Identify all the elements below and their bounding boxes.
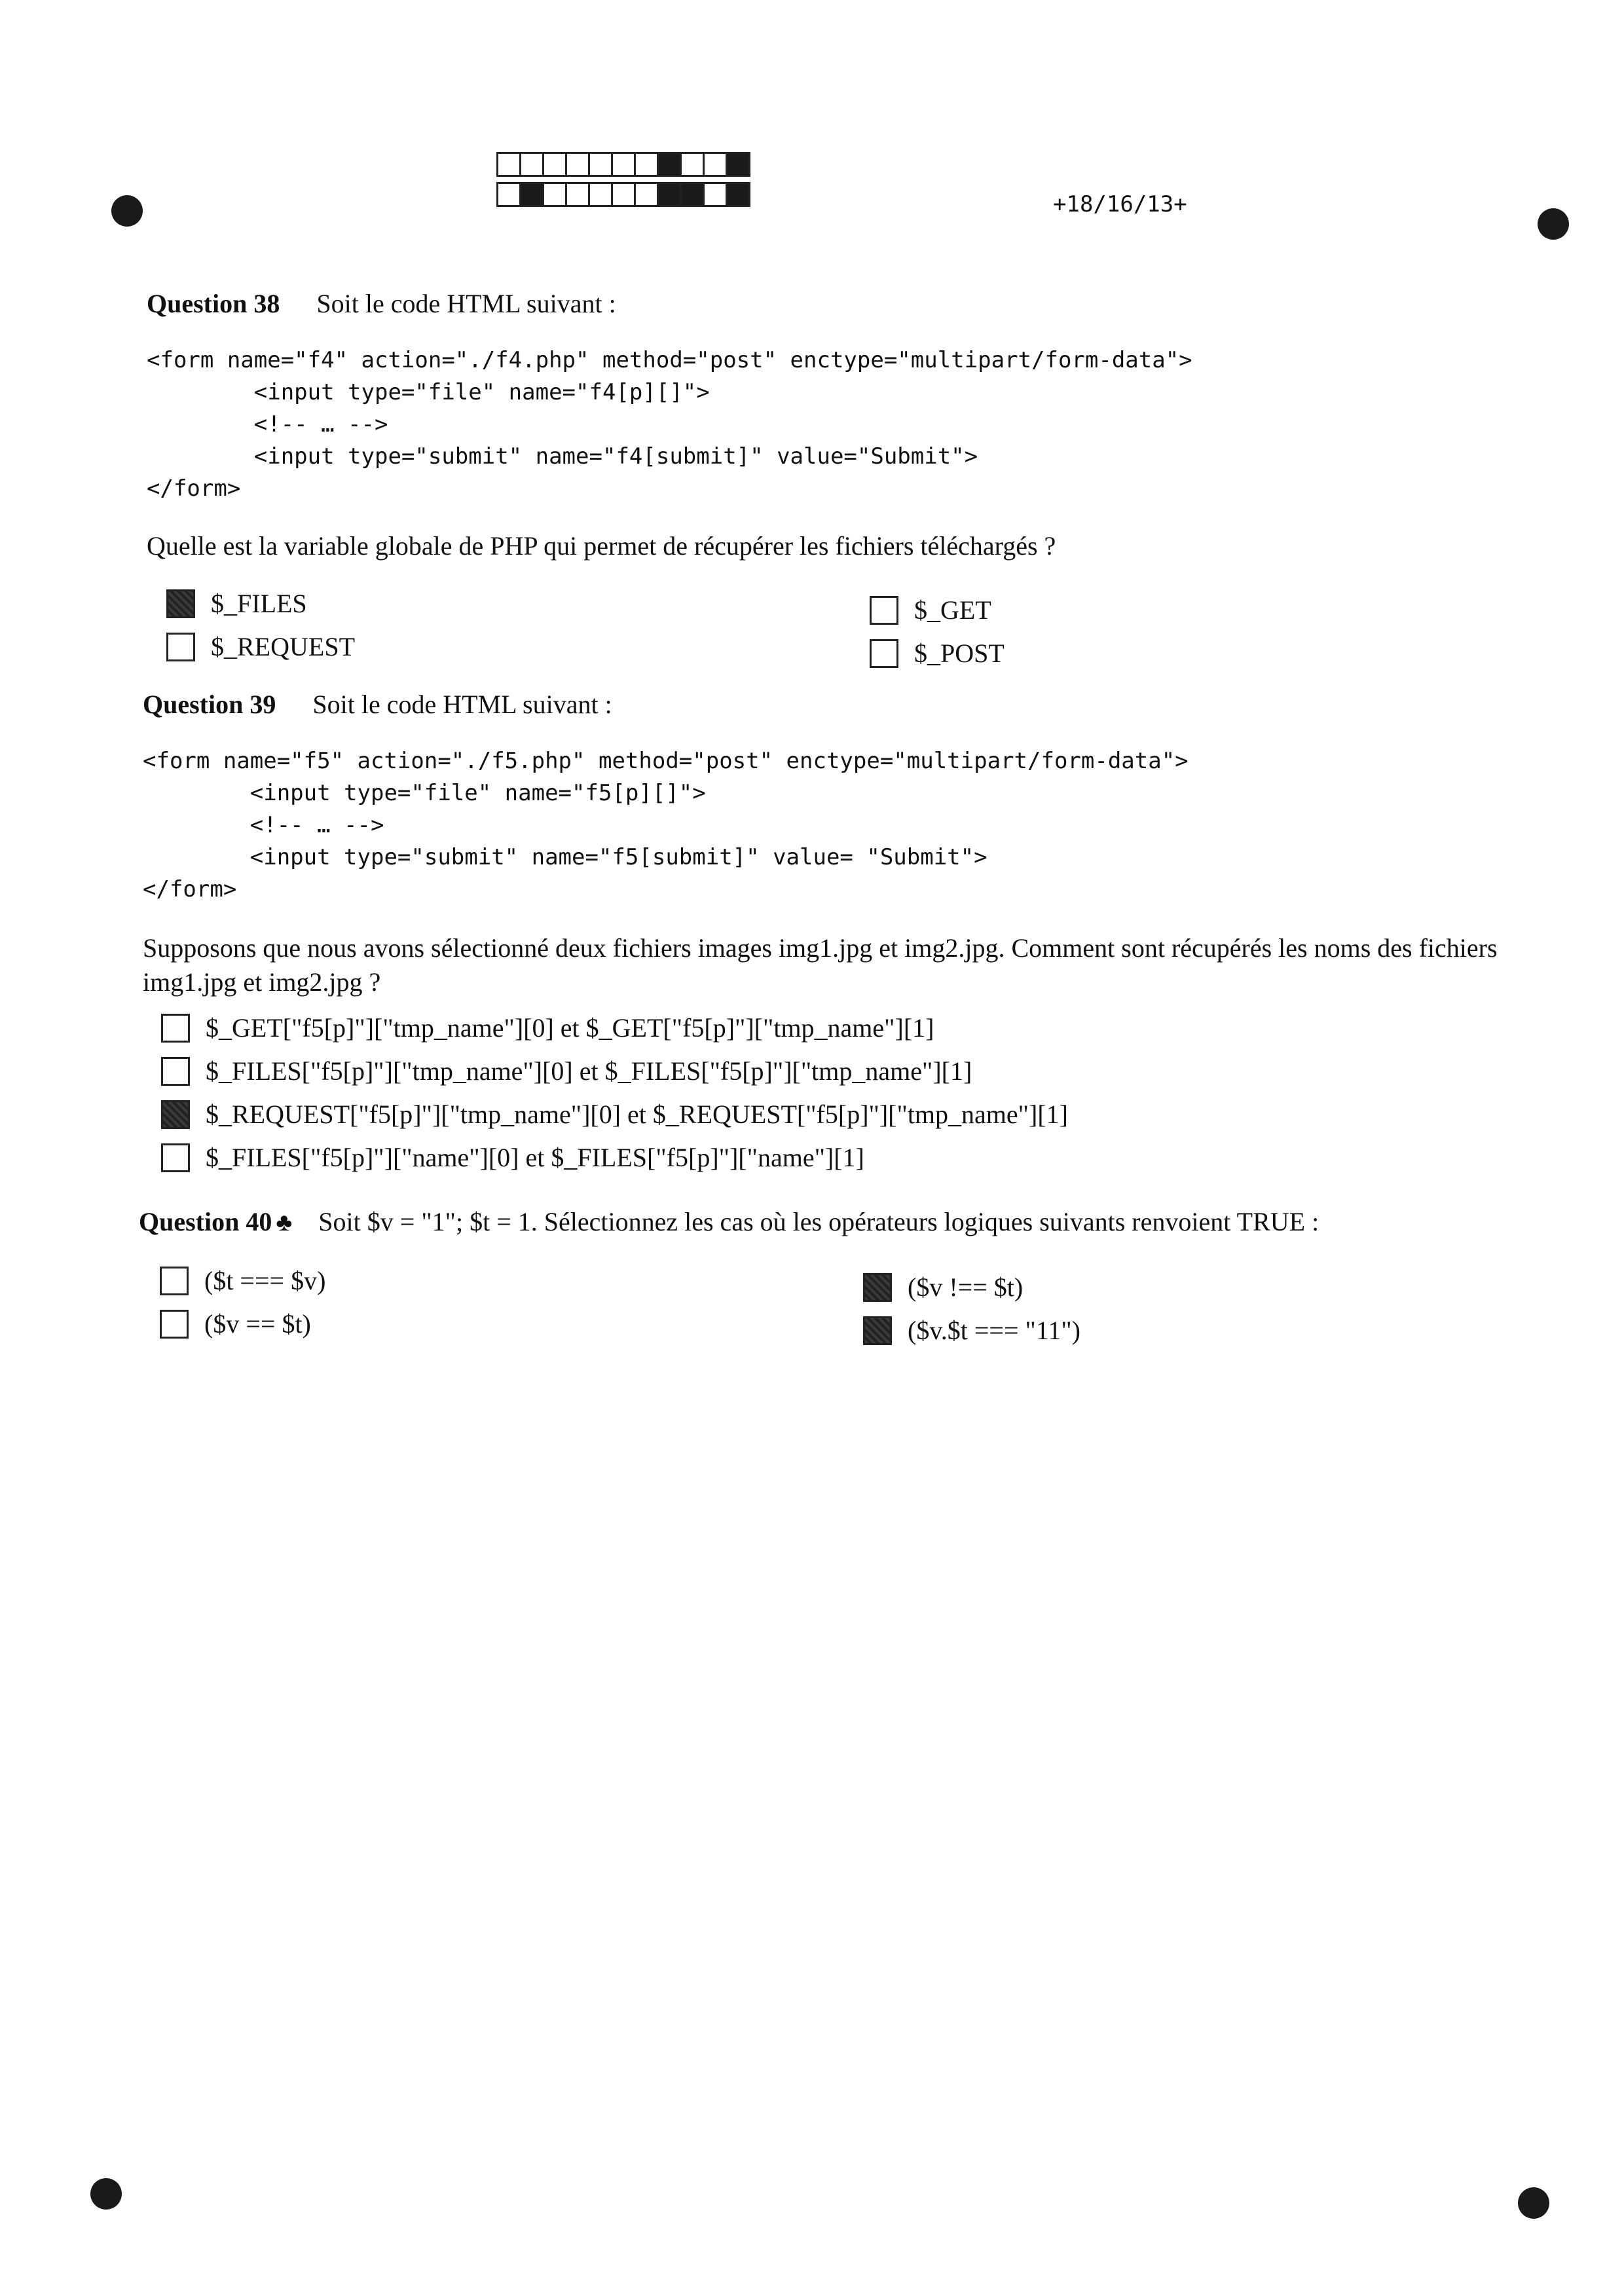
option-q40-c[interactable] (863, 1272, 1023, 1303)
code-grid-row-1 (496, 152, 748, 177)
checkbox[interactable] (870, 596, 898, 625)
option-label: $_GET (914, 595, 991, 625)
code-grid-cell (611, 182, 636, 207)
option-q40-b[interactable] (160, 1308, 311, 1339)
option-label: $_REQUEST (211, 632, 355, 661)
option-q40-a[interactable] (160, 1265, 325, 1296)
option-q39-d[interactable] (161, 1142, 864, 1173)
option-label: ($v == $t) (204, 1309, 311, 1339)
corner-dot-bottom-right (1518, 2187, 1549, 2219)
question-39-text: Supposons que nous avons sélectionné deux fichiers images img1.jpg et img2.jpg. Comment sont récupérés les noms des fichiers img1.jpg et img2.jpg ? (143, 933, 1498, 997)
question-number: Question 38 (147, 289, 280, 318)
club-icon: ♣ (276, 1209, 293, 1236)
option-q39-c[interactable] (161, 1099, 1068, 1130)
option-q38-request[interactable] (166, 631, 355, 662)
option-q38-files[interactable] (166, 588, 307, 619)
code-grid-cell (565, 152, 590, 177)
corner-dot-top-right (1538, 208, 1569, 240)
question-38-header (147, 288, 616, 319)
code-grid-cell (680, 182, 705, 207)
code-grid-cell (588, 152, 613, 177)
option-label: ($v.$t === "11") (908, 1316, 1081, 1345)
checkbox[interactable] (161, 1143, 190, 1172)
checkbox[interactable] (863, 1316, 892, 1345)
option-label: $_FILES["f5[p]"]["tmp_name"][0] et $_FILES["f5[p]"]["tmp_name"][1] (206, 1056, 972, 1086)
checkbox[interactable] (161, 1014, 190, 1043)
option-label: $_FILES["f5[p]"]["name"][0] et $_FILES["f5[p]"]["name"][1] (206, 1143, 864, 1172)
code-grid-cell (496, 152, 521, 177)
checkbox[interactable] (870, 639, 898, 668)
checkbox[interactable] (161, 1100, 190, 1129)
question-intro: Soit le code HTML suivant : (312, 690, 612, 719)
code-grid-cell (634, 182, 659, 207)
question-intro: Soit le code HTML suivant : (316, 289, 616, 318)
code-grid-cell (542, 152, 567, 177)
corner-dot-bottom-left (90, 2178, 122, 2210)
option-label: $_FILES (211, 589, 307, 618)
code-grid-cell (611, 152, 636, 177)
code-grid-cell (519, 182, 544, 207)
option-q38-post[interactable] (870, 638, 1005, 669)
option-label: ($v !== $t) (908, 1272, 1024, 1302)
code-grid-row-2 (496, 182, 748, 207)
code-grid-cell (703, 152, 728, 177)
code-grid-cell (657, 152, 682, 177)
question-39-header (143, 689, 612, 720)
option-label: $_GET["f5[p]"]["tmp_name"][0] et $_GET["f5[p]"]["tmp_name"][1] (206, 1013, 934, 1043)
option-q39-b[interactable] (161, 1056, 972, 1086)
code-grid-cell (519, 152, 544, 177)
question-40-header (139, 1206, 1319, 1237)
code-grid-cell (588, 182, 613, 207)
question-number: Question 39 (143, 690, 276, 719)
option-q40-d[interactable] (863, 1315, 1080, 1346)
code-grid-cell (634, 152, 659, 177)
option-label: ($t === $v) (204, 1266, 326, 1295)
code-grid-cell (726, 182, 750, 207)
option-label: $_POST (914, 639, 1005, 668)
checkbox[interactable] (161, 1057, 190, 1086)
code-grid-cell (565, 182, 590, 207)
code-grid-cell (496, 182, 521, 207)
option-q39-a[interactable] (161, 1012, 934, 1043)
checkbox[interactable] (166, 633, 195, 661)
page-id: +18/16/13+ (1053, 191, 1187, 217)
question-number: Question 40 (139, 1207, 272, 1236)
code-grid-cell (726, 152, 750, 177)
checkbox[interactable] (863, 1273, 892, 1302)
code-block-q38: <form name="f4" action="./f4.php" method="post" enctype="multipart/form-data"> <input type="file" name="f4[p][]"> <!-- … --> <input type="submit" name="f4[submit]" value="Submit"> </form> (147, 347, 1192, 502)
corner-dot-top-left (111, 195, 143, 227)
code-grid-cell (680, 152, 705, 177)
question-intro: Soit $v = "1"; $t = 1. Sélectionnez les cas où les opérateurs logiques suivants renvoient TRUE : (318, 1207, 1320, 1236)
code-block-q39: <form name="f5" action="./f5.php" method="post" enctype="multipart/form-data"> <input type="file" name="f5[p][]"> <!-- … --> <input type="submit" name="f5[submit]" value= "Submit"> </form> (143, 748, 1189, 902)
question-38-text: Quelle est la variable globale de PHP qui permet de récupérer les fichiers téléchargés ? (147, 531, 1056, 561)
option-label: $_REQUEST["f5[p]"]["tmp_name"][0] et $_REQUEST["f5[p]"]["tmp_name"][1] (206, 1100, 1068, 1129)
checkbox[interactable] (166, 589, 195, 618)
option-q38-get[interactable] (870, 595, 991, 625)
checkbox[interactable] (160, 1267, 189, 1295)
code-grid-cell (703, 182, 728, 207)
code-grid-cell (657, 182, 682, 207)
checkbox[interactable] (160, 1310, 189, 1339)
code-grid-cell (542, 182, 567, 207)
